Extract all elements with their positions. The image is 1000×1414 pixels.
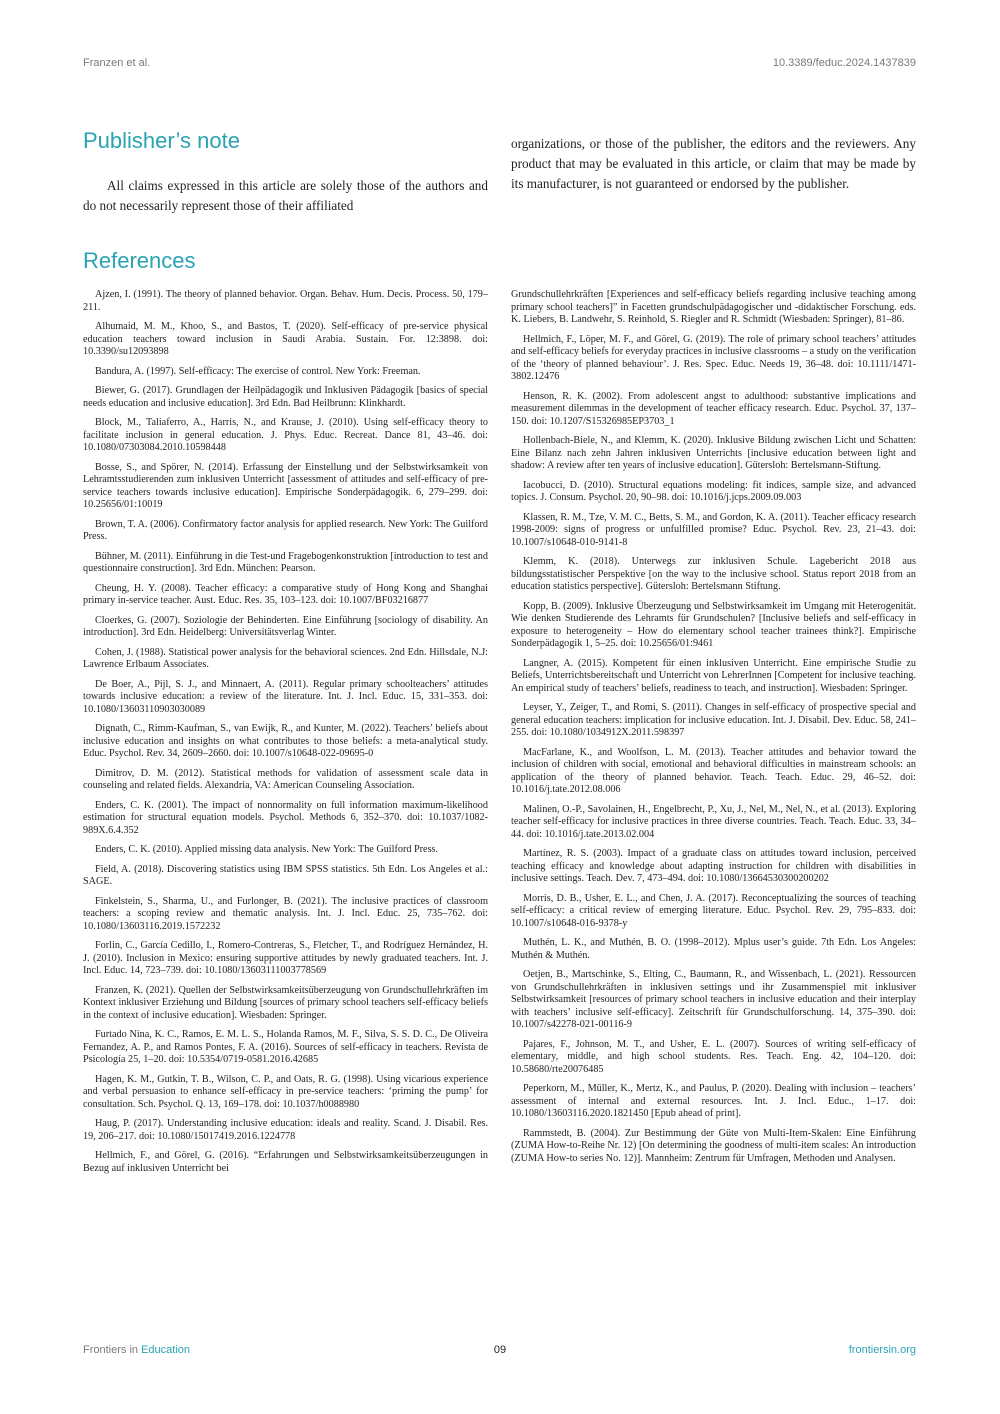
reference-entry: Klassen, R. M., Tze, V. M. C., Betts, S. M., and Gordon, K. A. (2011). Teacher efficacy research 1998-2009: signs of progress or unfulfilled promise? Educ. Psychol. Rev. 23, 21–43. doi: 10.1007/s10648-010-9141-8 (511, 511, 916, 548)
reference-entry: Forlin, C., García Cedillo, I., Romero-Contreras, S., Fletcher, T., and Rodríguez Hernández, H. J. (2010). Inclusion in Mexico: ensuring supportive attitudes by newly graduated teachers. Int. J. Incl. Educ. 14, 723–739. doi: 10.1080/13603111003778569 (83, 940, 488, 976)
reference-entry: Ajzen, I. (1991). The theory of planned behavior. Organ. Behav. Hum. Decis. Process. 50, 179–211. (83, 289, 488, 313)
reference-entry: MacFarlane, K., and Woolfson, L. M. (2013). Teacher attitudes and behavior toward the inclusion of children with social, emotional and behavioral difficulties in mainstream schools: an application of the theory of planned behavior. Teach. Teach. Educ. 29, 46–52. doi: 10.1016/j.tate.2012.08.006 (511, 746, 916, 795)
reference-entry: Bandura, A. (1997). Self-efficacy: The exercise of control. New York: Freeman. (95, 365, 421, 377)
reference-entry: Enders, C. K. (2001). The impact of nonnormality on full information maximum-likelihood estimation for structural equation models. Psychol. Methods 6, 352–370. doi: 10.1037/1082-989X.6.4.352 (83, 799, 488, 836)
reference-entry: Oetjen, B., Martschinke, S., Elting, C., Baumann, R., and Wissenbach, L. (2021). Ressourcen von Grundschullehrkräften in inklusiven settings und ihr Zusammenspiel mit inklusiver Selbstwirksamkeit [resources of primary school teachers in inclusive education and their interplay with teachers’ inclusive self-efficacy]. Zeitschrift für Grundschulforschung. 14, 375–390. doi: 10.1007/s42278-021-00116-9 (511, 969, 916, 1030)
reference-entry: Bühner, M. (2011). Einführung in die Test-und Fragebogenkonstruktion [introduction to test and questionnaire construction]. 3rd Edn. München: Pearson. (83, 550, 488, 574)
reference-entry: Enders, C. K. (2010). Applied missing data analysis. New York: The Guilford Press. (95, 844, 439, 855)
reference-entry: De Boer, A., Pijl, S. J., and Minnaert, A. (2011). Regular primary schoolteachers’ attitudes towards inclusive education: a review of the literature. Int. J. Incl. Educ. 15, 331–353. doi: 10.1080/13603110903030089 (83, 678, 488, 715)
reference-entry: Henson, R. K. (2002). From adolescent angst to adulthood: substantive implications and measurement dilemmas in the development of teacher efficacy research. Educ. Psychol. 37, 137–150. doi: 10.1207/S15326985EP3703_1 (511, 390, 916, 427)
publishers-note-text-left: All claims expressed in this article are solely those of the authors and do not necessarily represent those of their affiliated (83, 178, 488, 213)
footer-journal-prefix: Frontiers in (83, 1344, 139, 1356)
reference-entry: Cheung, H. Y. (2008). Teacher efficacy: a comparative study of Hong Kong and Shanghai primary in-service teacher. Aust. Educ. Res. 35, 103–123. doi: 10.1007/BF03216877 (83, 582, 488, 606)
reference-entry: Hellmich, F., and Görel, G. (2016). “Erfahrungen und Selbstwirksamkeitsüberzeugungen in Bezug auf inklusiven Unterricht bei (83, 1150, 488, 1174)
reference-entry: Morris, D. B., Usher, E. L., and Chen, J. A. (2017). Reconceptualizing the sources of teaching self-efficacy: a critical review of emerging literature. Educ. Psychol. Rev. 29, 795–833. doi: 10.1007/s10648-016-9378-y (511, 892, 916, 929)
reference-entry: Iacobucci, D. (2010). Structural equations modeling: fit indices, sample size, and advanced topics. J. Consum. Psychol. 20, 90–98. doi: 10.1016/j.jcps.2009.09.003 (511, 479, 916, 503)
reference-entry: Furtado Nina, K. C., Ramos, E. M. L. S., Holanda Ramos, M. F., Silva, S. S. D. C., De Oliveira Fernandez, A. P., and Ramos Pontes, F. A. (2016). Sources of self-efficacy in teachers. Revista de Psicología 25, 1–20. doi: 10.5354/0719-0581.2016.42685 (83, 1029, 488, 1065)
reference-entry: Dimitrov, D. M. (2012). Statistical methods for validation of assessment scale data in counseling and related fields. Alexandria, VA: American Counseling Association. (83, 767, 488, 791)
reference-entry: Leyser, Y., Zeiger, T., and Romi, S. (2011). Changes in self-efficacy of prospective special and general education teachers: implication for inclusive education. Int. J. Disabil. Dev. Educ. 58, 241–255. doi: 10.1080/1034912X.2011.598397 (511, 702, 916, 738)
reference-entry: Martínez, R. S. (2003). Impact of a graduate class on attitudes toward inclusion, perceived teaching efficacy and knowledge about adapting instruction for children with disabilities in inclusive settings. Teach. Dev. 7, 473–494. doi: 10.1080/13664530300200202 (511, 848, 916, 884)
reference-entry: Klemm, K. (2018). Unterwegs zur inklusiven Schule. Lagebericht 2018 aus bildungsstatistischer Perspektive [on the way to the inclusive school. Status report 2018 from an education statistics perspective]. Gütersloh: Bertelsmann Stiftung. (511, 556, 916, 592)
reference-entry: Hellmich, F., Löper, M. F., and Görel, G. (2019). The role of primary school teachers’ attitudes and self-efficacy beliefs for everyday practices in inclusive classrooms – a study on the verification of the ‘theory of planned behaviour’. J. Res. Spec. Educ. Needs 19, 36–48. doi: 10.1111/1471-3802.12476 (511, 333, 916, 382)
reference-entry: Brown, T. A. (2006). Confirmatory factor analysis for applied research. New York: The Guilford Press. (83, 518, 488, 542)
reference-entry: Muthén, L. K., and Muthén, B. O. (1998–2012). Mplus user’s guide. 7th Edn. Los Angeles: Muthén & Muthén. (511, 937, 916, 961)
references-heading: References (83, 248, 196, 273)
reference-entry: Cohen, J. (1988). Statistical power analysis for the behavioral sciences. 2nd Edn. Hillsdale, N.J: Lawrence Erlbaum Associates. (83, 646, 488, 670)
reference-entry: Finkelstein, S., Sharma, U., and Furlonger, B. (2021). The inclusive practices of classroom teachers: a scoping review and thematic analysis. Int. J. Incl. Educ. 25, 735–762. doi: 10.1080/13603116.2019.1572232 (83, 895, 488, 932)
reference-entry: Kopp, B. (2009). Inklusive Überzeugung und Selbstwirksamkeit im Umgang mit Heterogenität. Wie denken Studierende des Lehramts für Grundschulen? [Inclusive beliefs and self-efficacy in exposure to heterogeneity – How do elementary school teacher trainees think?]. Empirische Sonderpädagogik 1, 5–25. doi: 10.25656/01:9461 (511, 600, 916, 649)
publishers-note-text-right: organizations, or those of the publisher, the editors and the reviewers. Any product that may be evaluated in this article, or claim that may be made by its manufacturer, is not guaranteed or endorsed by the publisher. (511, 136, 916, 191)
reference-entry: Haug, P. (2017). Understanding inclusive education: ideals and reality. Scand. J. Disabil. Res. 19, 206–217. doi: 10.1080/15017419.2016.1224778 (83, 1118, 488, 1142)
reference-entry: Malinen, O.-P., Savolainen, H., Engelbrecht, P., Xu, J., Nel, M., Nel, N., et al. (2013). Exploring teacher self-efficacy for inclusive practices in three diverse countries. Teach. Teach. Educ. 33, 34–44. doi: 10.1016/j.tate.2013.02.004 (511, 803, 916, 840)
reference-entry: Hagen, K. M., Gutkin, T. B., Wilson, C. P., and Oats, R. G. (1998). Using vicarious experience and verbal persuasion to enhance self-efficacy in pre-service teachers: ‘priming the pump’ for consultation. Sch. Psychol. Q. 13, 169–178. doi: 10.1037/h0088980 (83, 1073, 488, 1110)
reference-entry: Langner, A. (2015). Kompetent für einen inklusiven Unterricht. Eine empirische Studie zu Beliefs, Unterrichtsbereitschaft und Unterricht von LehrerInnen [Competent for inclusive teaching. An empirical study of teachers’ beliefs, readiness to teach, and instruction]. Wiesbaden: Springer. (511, 657, 916, 694)
reference-entry: Biewer, G. (2017). Grundlagen der Heilpädagogik und Inklusiven Pädagogik [basics of special needs education and inclusive education]. 3rd Edn. Bad Heilbrunn: Klinkhardt. (83, 385, 488, 409)
running-header-authors: Franzen et al. (83, 57, 151, 69)
running-header-doi: 10.3389/feduc.2024.1437839 (772, 57, 916, 69)
references-left-column (83, 289, 488, 1182)
reference-entry: Franzen, K. (2021). Quellen der Selbstwirksamkeitsüberzeugung von Grundschullehrkräften im Kontext inklusiver Erziehung und Bildung [sources of primary school teachers self-efficacy beliefs in the context of inclusive education]. Wiesbaden: Springer. (83, 984, 488, 1021)
reference-entry: Hollenbach-Biele, N., and Klemm, K. (2020). Inklusive Bildung zwischen Licht und Schatten: Eine Bilanz nach zehn Jahren inklusiven Unterrichts [inclusive education between light and shadow: A review after ten years of inclusive education]. Gütersloh: Bertelsmann-Stiftung. (511, 435, 916, 471)
reference-entry: Block, M., Taliaferro, A., Harris, N., and Krause, J. (2010). Using self-efficacy theory to facilitate inclusion in general education. J. Phys. Educ. Recreat. Dance 81, 43–46. doi: 10.1080/07303084.2010.10598448 (83, 417, 488, 453)
reference-entry: Field, A. (2018). Discovering statistics using IBM SPSS statistics. 5th Edn. Los Angeles et al.: SAGE. (83, 863, 488, 887)
footer-journal-name: Education (141, 1344, 191, 1356)
reference-entry: Cloerkes, G. (2007). Soziologie der Behinderten. Eine Einführung [sociology of disability. An introduction]. 3rd Edn. Heidelberg: Universitätsverlag Winter. (83, 614, 488, 638)
reference-entry: Grundschullehrkräften [Experiences and self-efficacy beliefs regarding inclusive teaching among primary school teachers]” in Facetten grundschulpädagogischer und -didaktischer Forschung. eds. K. Liebers, B. Landwehr, S. Reinhold, S. Riegler and R. Schmidt (Wiesbaden: Springer), 81–86. (511, 289, 916, 325)
publishers-note-right-column (511, 134, 916, 194)
reference-entry: Dignath, C., Rimm-Kaufman, S., van Ewijk, R., and Kunter, M. (2022). Teachers’ beliefs about inclusive education and insights on what contributes to those beliefs: a meta-analytical study. Educ. Psychol. Rev. 34, 2609–2660. doi: 10.1007/s10648-022-09695-0 (83, 723, 488, 759)
reference-entry: Rammstedt, B. (2004). Zur Bestimmung der Güte von Multi-Item-Skalen: Eine Einführung (ZUMA How-to-Reihe Nr. 12) [On determining the goodness of multi-item scales: An introduction (ZUMA How-to series No. 12)]. Mannheim: Zentrum für Umfragen, Methoden und Analysen. (511, 1127, 916, 1164)
reference-entry: Pajares, F., Johnson, M. T., and Usher, E. L. (2007). Sources of writing self-efficacy of elementary, middle, and high school students. Res. Teach. Eng. 42, 104–120. doi: 10.58680/rte20076485 (511, 1038, 916, 1075)
reference-entry: Alhumaid, M. M., Khoo, S., and Bastos, T. (2020). Self-efficacy of pre-service physical education teachers toward inclusion in Saudi Arabia. Sustain. For. 12:3898. doi: 10.3390/su12093898 (83, 321, 488, 357)
references-right-column (511, 289, 916, 1172)
reference-entry: Bosse, S., and Spörer, N. (2014). Erfassung der Einstellung und der Selbstwirksamkeit von Lehramtsstudierenden zum inklusiven Unterricht [assessment of attitudes and self-efficacy of pre-service teachers towards inclusive education]. Empirische Sonderpädagogik. 6, 279–299. doi: 10.25656/01:10019 (83, 461, 488, 510)
page-number: 09 (493, 1344, 507, 1356)
footer-site-link[interactable]: frontiersin.org (848, 1344, 916, 1356)
publishers-note-heading: Publisher’s note (83, 128, 240, 153)
publishers-note-left-column (83, 176, 488, 216)
reference-entry: Peperkorn, M., Müller, K., Mertz, K., and Paulus, P. (2020). Dealing with inclusion – teachers’ assessment of internal and external resources. Int. J. Incl. Educ., 1–17. doi: 10.1080/13603116.2020.1821450 [Epub ahead of print]. (511, 1083, 916, 1119)
